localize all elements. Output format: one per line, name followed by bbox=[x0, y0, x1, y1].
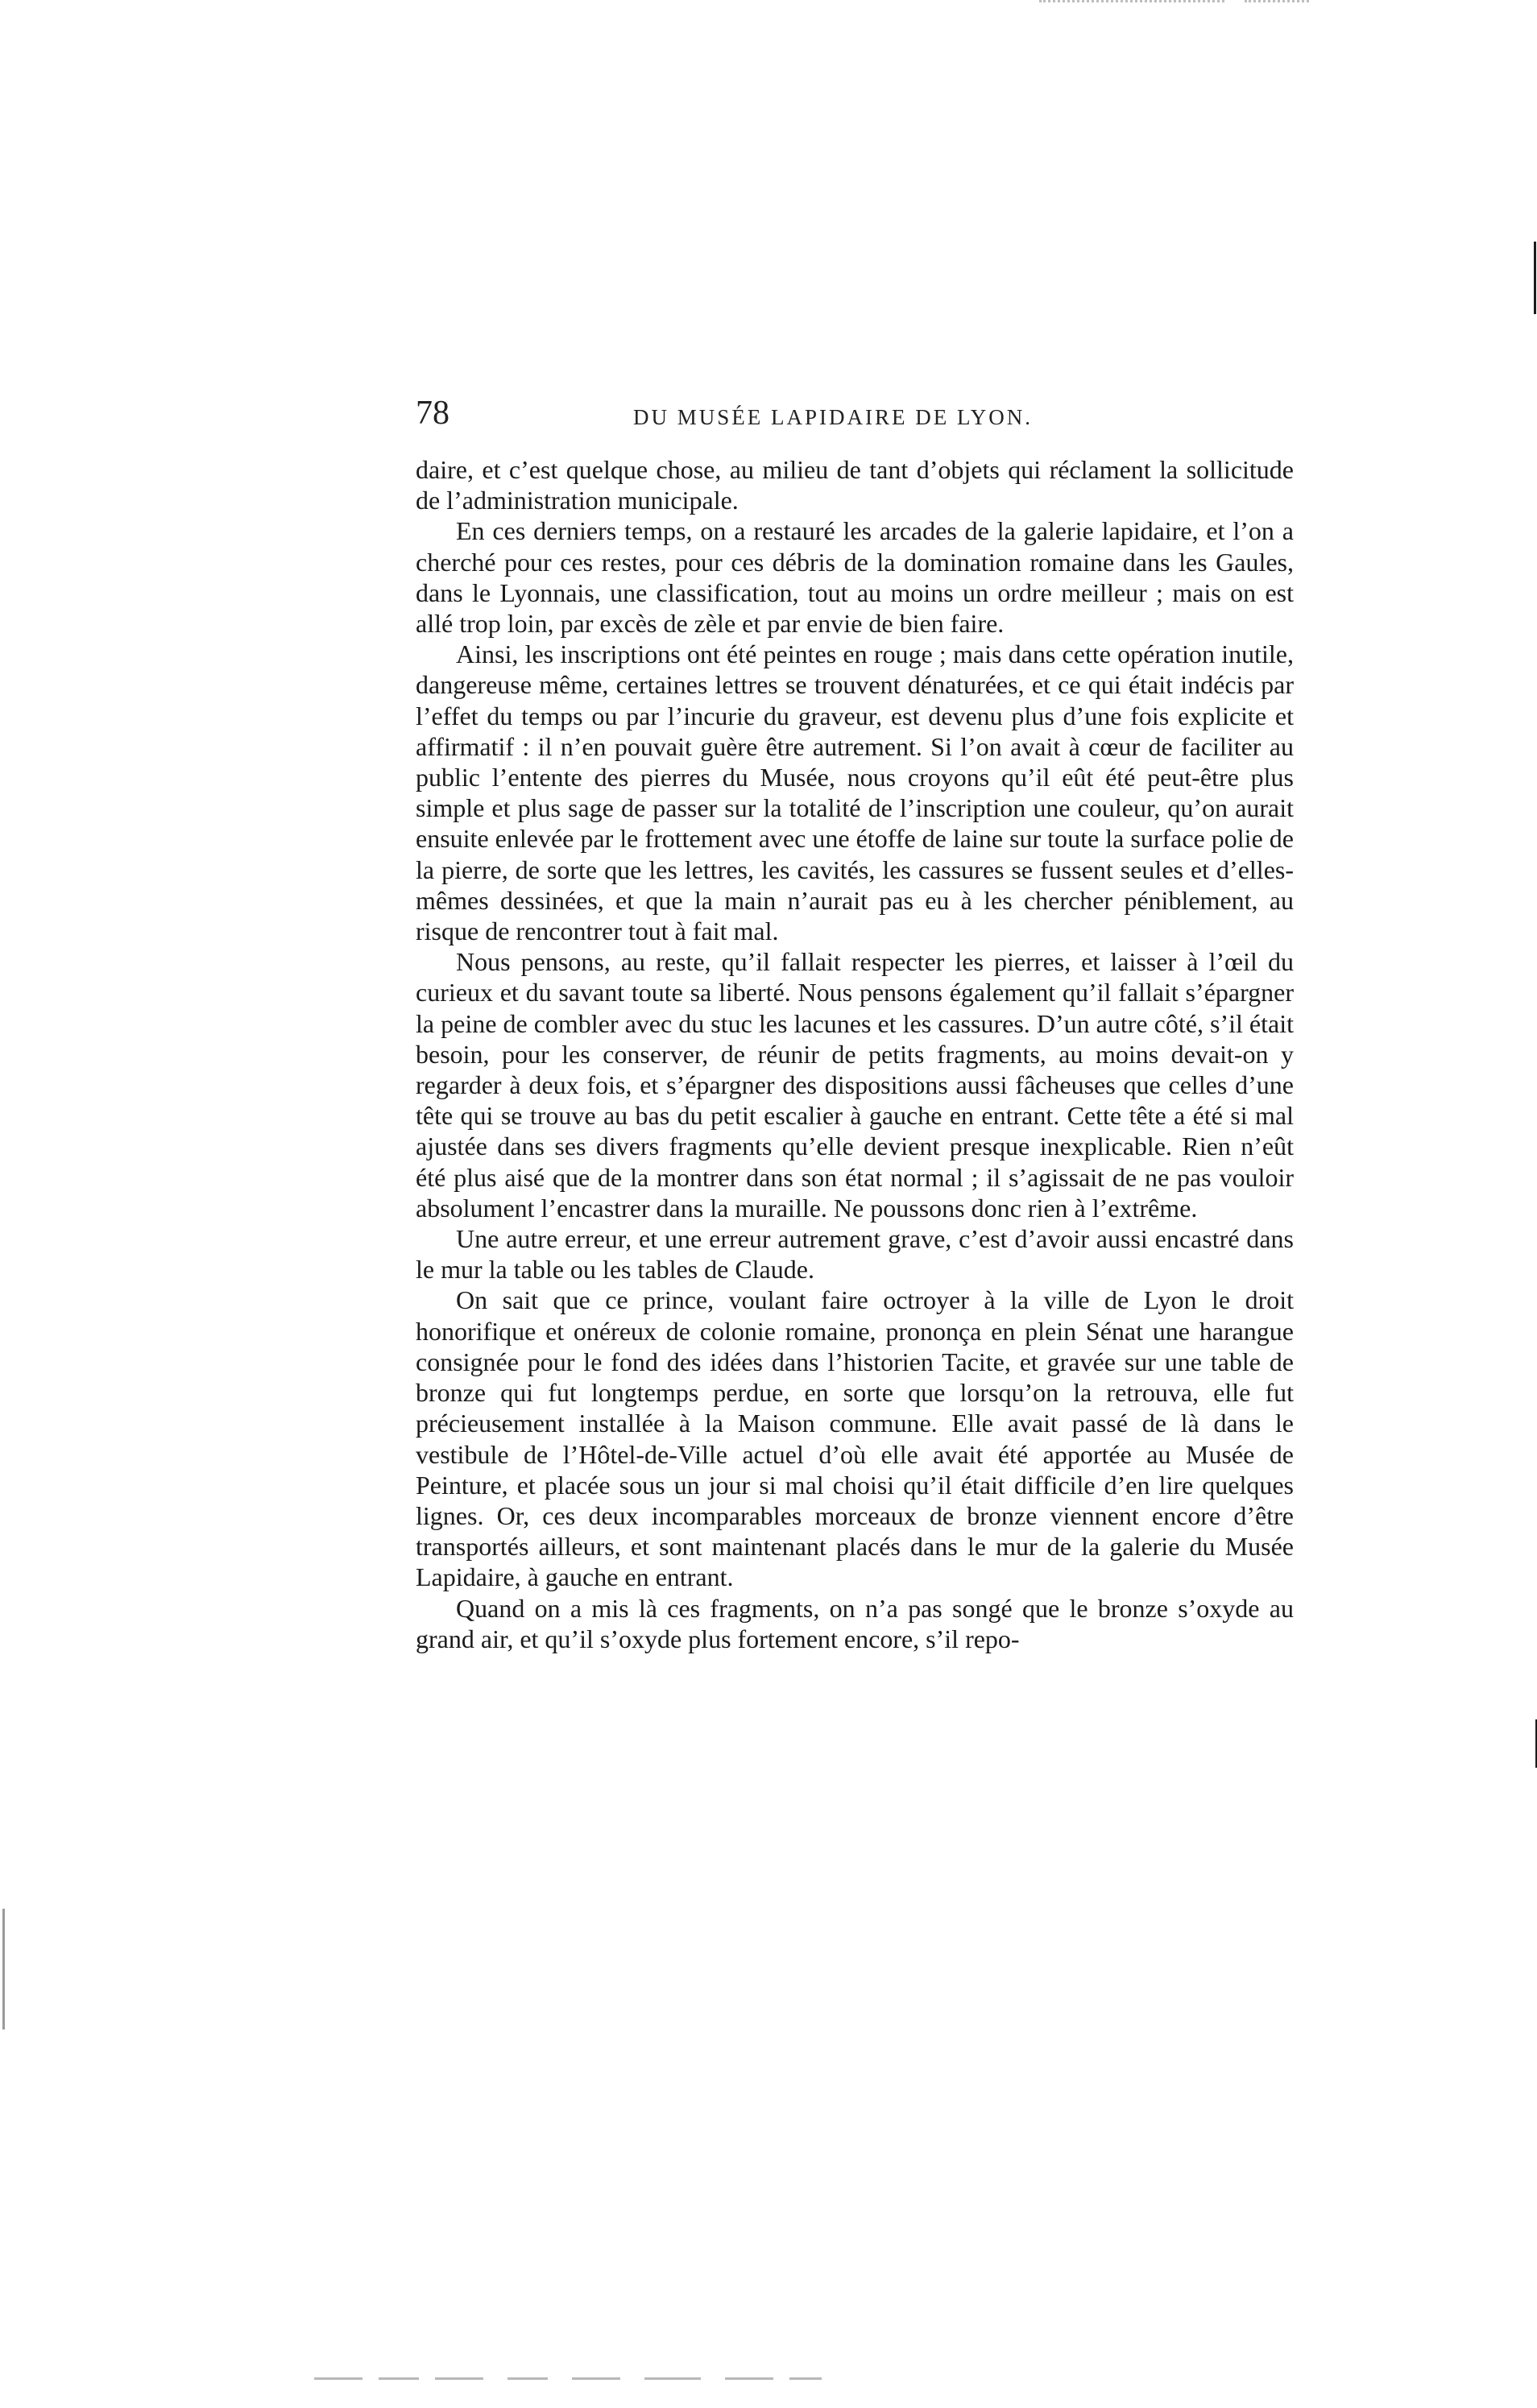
scan-edge-mark bbox=[2, 1909, 5, 2029]
scan-artifact-top bbox=[1245, 0, 1309, 6]
paragraph: On sait que ce prince, voulant faire octroyer à la ville de Lyon le droit honorifique et onéreux de colonie romaine, prononça en plein Sénat une harangue consignée pour le fond des idées dans l’historien Tacite, et gravée sur une table de bronze qui fut longtemps perdue, en sorte que lorsqu’on la retrouva, elle fut précieusement installée à la Maison commune. Elle avait passé de là dans le vestibule de l’Hôtel-de-Ville actuel d’où elle avait été apportée au Musée de Peinture, et placée sous un jour si mal choisi qu’il était difficile d’en lire quelques lignes. Or, ces deux incomparables morceaux de bronze viennent encore d’être transportés ailleurs, et sont maintenant placés dans le mur de la galerie du Musée Lapidaire, à gauche en entrant. bbox=[416, 1285, 1294, 1592]
paragraph: Quand on a mis là ces fragments, on n’a pas songé que le bronze s’oxyde au grand air, et qu’il s’oxyde plus fortement encore, s’il repo- bbox=[416, 1593, 1294, 1653]
scan-artifact-bottom bbox=[725, 2377, 773, 2380]
paragraph: Nous pensons, au reste, qu’il fallait respecter les pierres, et laisser à l’œil du curieux et du savant toute sa liberté. Nous pensons également qu’il fallait s’épargner la peine de combler avec du stuc les lacunes et les cassures. D’un autre côté, s’il était besoin, pour les conserver, de réunir de petits fragments, au moins devait-on y regarder à deux fois, et s’épargner des dispositions aussi fâcheuses que celles d’une tête qui se trouve au bas du petit escalier à gauche en entrant. Cette tête a été si mal ajustée dans ses divers fragments qu’elle devient presque inexplicable. Rien n’eût été plus aisé que de la montrer dans son état normal ; il s’agissait de ne pas vouloir absolument l’encastrer dans la muraille. Ne poussons donc rien à l’extrême. bbox=[416, 947, 1294, 1223]
scan-artifact-bottom bbox=[789, 2377, 822, 2380]
paragraph: En ces derniers temps, on a restauré les arcades de la galerie lapidaire, et l’on a cherché pour ces restes, pour ces débris de la domination romaine dans les Gaules, dans le Lyonnais, une classification, tout au moins un ordre meilleur ; mais on est allé trop loin, par excès de zèle et par envie de bien faire. bbox=[416, 516, 1294, 639]
scan-artifact-top bbox=[1039, 0, 1224, 6]
scan-artifact-bottom bbox=[644, 2377, 701, 2380]
paragraph: Ainsi, les inscriptions ont été peintes en rouge ; mais dans cette opération inutile, dangereuse même, certaines lettres se trouvent dénaturées, et ce qui était indécis par l’effet du temps ou par l’incurie du graveur, est devenu plus d’une fois explicite et affirmatif : il n’en pouvait guère être autrement. Si l’on avait à cœur de faciliter au public l’entente des pierres du Musée, nous croyons qu’il eût été peut-être plus simple et plus sage de passer sur la totalité de l’inscription une couleur, qu’on aurait ensuite enlevée par le frottement avec une étoffe de laine sur toute la surface polie de la pierre, de sorte que les lettres, les cavités, les cassures se fussent seules et d’elles-mêmes dessinées, et que la main n’aurait pas eu à les chercher péniblement, au risque de rencontrer tout à fait mal. bbox=[416, 639, 1294, 946]
scan-artifact-bottom bbox=[379, 2377, 419, 2380]
running-head: DU MUSÉE LAPIDAIRE DE LYON. bbox=[633, 405, 1034, 429]
paragraph: daire, et c’est quelque chose, au milieu de tant d’objets qui réclament la sollicitude de l’administration municipale. bbox=[416, 455, 1294, 515]
paragraph: Une autre erreur, et une erreur autrement grave, c’est d’avoir aussi encastré dans le mur la table ou les tables de Claude. bbox=[416, 1224, 1294, 1285]
scan-artifact-bottom bbox=[314, 2377, 362, 2380]
body-text bbox=[416, 454, 1294, 1654]
scan-artifact-bottom bbox=[508, 2377, 548, 2380]
scan-artifact-bottom bbox=[435, 2377, 483, 2380]
scan-artifact-bottom bbox=[572, 2377, 620, 2380]
page-header bbox=[416, 393, 1294, 441]
page-number: 78 bbox=[416, 395, 450, 432]
scan-edge-mark bbox=[1534, 242, 1536, 314]
